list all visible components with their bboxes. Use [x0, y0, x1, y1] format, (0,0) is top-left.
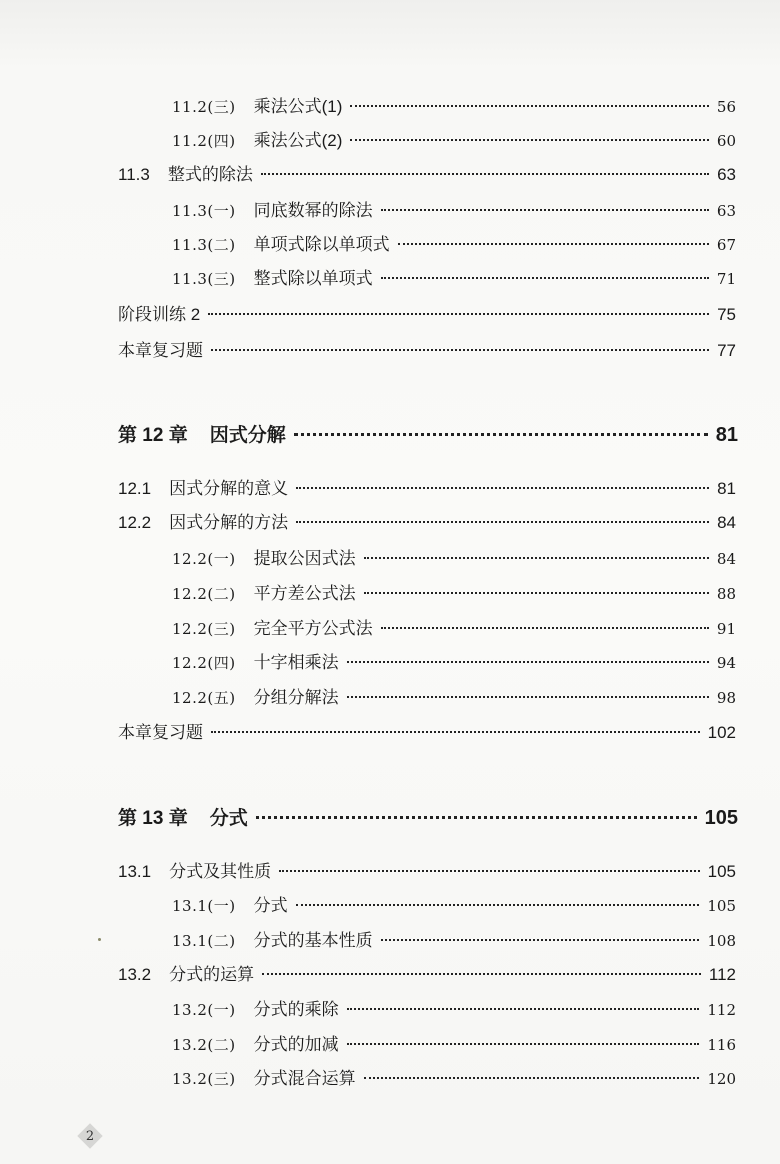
toc-entry[interactable] — [172, 891, 736, 925]
entry-code: 12.2(五) — [172, 689, 236, 707]
dot-leader — [381, 627, 709, 629]
toc-section[interactable] — [118, 960, 736, 994]
toc-section[interactable] — [118, 300, 736, 334]
dot-leader — [208, 313, 709, 315]
section-page: 105 — [707, 862, 736, 881]
entry-page: 88 — [716, 585, 736, 603]
entry-page: 94 — [716, 654, 736, 672]
entry-code: 13.2(一) — [172, 1001, 236, 1019]
entry-code: 13.1(二) — [172, 932, 236, 950]
section-title: 本章复习题 — [118, 723, 203, 742]
chapter-title: 因式分解 — [209, 425, 286, 446]
entry-title: 分组分解法 — [253, 688, 339, 707]
dot-leader — [294, 433, 708, 436]
entry-code: 12.2(一) — [172, 550, 236, 568]
entry-page: 63 — [716, 202, 736, 220]
entry-page: 116 — [707, 1036, 736, 1054]
section-page: 84 — [717, 513, 736, 532]
entry-page: 98 — [716, 689, 736, 707]
section-title: 整式的除法 — [167, 165, 253, 184]
dot-leader — [296, 904, 700, 906]
entry-title: 十字相乘法 — [253, 653, 339, 672]
entry-page: 105 — [707, 897, 736, 915]
entry-page: 112 — [707, 1001, 736, 1019]
entry-page: 84 — [716, 550, 736, 568]
section-page: 81 — [717, 479, 736, 498]
dot-leader — [261, 173, 709, 175]
section-page: 75 — [717, 305, 736, 324]
dot-leader — [211, 731, 700, 733]
entry-code: 12.2(三) — [172, 620, 236, 638]
dot-leader — [381, 939, 700, 941]
entry-title: 完全平方公式法 — [253, 619, 373, 638]
toc-entry[interactable] — [172, 544, 736, 578]
entry-title: 分式混合运算 — [253, 1069, 356, 1088]
toc-entry[interactable] — [172, 230, 736, 264]
section-code: 13.2 — [118, 965, 152, 984]
dot-leader — [256, 816, 697, 819]
toc-entry[interactable] — [172, 264, 736, 298]
section-title: 因式分解的意义 — [169, 479, 289, 498]
entry-title: 平方差公式法 — [253, 584, 356, 603]
dot-leader — [296, 521, 709, 523]
entry-page: 120 — [707, 1070, 736, 1088]
toc-section[interactable] — [118, 336, 736, 370]
section-page: 112 — [708, 965, 736, 984]
toc-entry[interactable] — [172, 92, 736, 126]
dot-leader — [350, 105, 709, 107]
dot-leader — [279, 870, 700, 872]
dot-leader — [347, 696, 709, 698]
entry-code: 13.2(三) — [172, 1070, 236, 1088]
dot-leader — [364, 557, 709, 559]
toc-entry[interactable] — [172, 614, 736, 648]
toc-chapter[interactable] — [118, 803, 738, 843]
entry-code: 13.2(二) — [172, 1036, 236, 1054]
chapter-code: 第 13 章 — [118, 808, 188, 829]
dot-leader — [296, 487, 709, 489]
entry-code: 12.2(二) — [172, 585, 236, 603]
section-code: 11.3 — [118, 165, 150, 184]
entry-page: 108 — [707, 932, 736, 950]
section-title: 阶段训练 2 — [118, 305, 201, 324]
toc-entry[interactable] — [172, 648, 736, 682]
entry-code: 11.3(一) — [172, 202, 236, 220]
entry-code: 11.3(二) — [172, 236, 236, 254]
section-page: 77 — [717, 341, 736, 360]
entry-title: 乘法公式(1) — [253, 97, 343, 116]
toc-section[interactable] — [118, 857, 736, 891]
page-number-badge — [78, 1124, 102, 1148]
toc-entry[interactable] — [172, 196, 736, 230]
entry-page: 67 — [716, 236, 736, 254]
entry-title: 整式除以单项式 — [253, 269, 373, 288]
chapter-code: 第 12 章 — [118, 425, 188, 446]
toc-section[interactable] — [118, 474, 736, 508]
entry-page: 60 — [716, 132, 736, 150]
dot-leader — [364, 592, 709, 594]
page-number: 2 — [85, 1128, 95, 1144]
dot-leader — [350, 139, 709, 141]
chapter-page: 81 — [715, 424, 738, 446]
toc-entry[interactable] — [172, 926, 736, 960]
toc-entry[interactable] — [172, 683, 736, 717]
section-title: 本章复习题 — [118, 341, 203, 360]
entry-title: 分式的基本性质 — [253, 931, 373, 950]
chapter-title: 分式 — [209, 808, 248, 829]
entry-title: 分式 — [253, 896, 288, 915]
entry-title: 同底数幂的除法 — [253, 201, 373, 220]
dot-leader — [381, 209, 709, 211]
section-page: 63 — [717, 165, 736, 184]
section-page: 102 — [707, 723, 736, 742]
toc-section[interactable] — [118, 718, 736, 752]
toc-chapter[interactable] — [118, 420, 738, 460]
toc-entry[interactable] — [172, 1030, 736, 1064]
section-title: 分式及其性质 — [169, 862, 272, 881]
paper-speck — [98, 938, 101, 941]
dot-leader — [347, 1008, 700, 1010]
entry-page: 91 — [716, 620, 736, 638]
entry-title: 乘法公式(2) — [253, 131, 343, 150]
toc-section[interactable] — [118, 508, 736, 542]
entry-title: 提取公因式法 — [253, 549, 356, 568]
entry-page: 71 — [716, 270, 736, 288]
dot-leader — [211, 349, 709, 351]
dot-leader — [347, 661, 709, 663]
toc-entry[interactable] — [172, 126, 736, 160]
chapter-page: 105 — [704, 807, 738, 829]
dot-leader — [381, 277, 709, 279]
section-code: 12.1 — [118, 479, 152, 498]
toc-section[interactable] — [118, 160, 736, 194]
entry-code: 11.2(三) — [172, 98, 236, 116]
entry-title: 单项式除以单项式 — [253, 235, 390, 254]
dot-leader — [262, 973, 701, 975]
toc-entry[interactable] — [172, 995, 736, 1029]
section-code: 13.1 — [118, 862, 152, 881]
toc-entry[interactable] — [172, 1064, 736, 1098]
dot-leader — [347, 1043, 700, 1045]
dot-leader — [364, 1077, 700, 1079]
entry-code: 12.2(四) — [172, 654, 236, 672]
entry-code: 13.1(一) — [172, 897, 236, 915]
toc-entry[interactable] — [172, 579, 736, 613]
entry-code: 11.3(三) — [172, 270, 236, 288]
section-code: 12.2 — [118, 513, 152, 532]
section-title: 分式的运算 — [169, 965, 255, 984]
entry-title: 分式的乘除 — [253, 1000, 339, 1019]
entry-code: 11.2(四) — [172, 132, 236, 150]
dot-leader — [398, 243, 709, 245]
section-title: 因式分解的方法 — [169, 513, 289, 532]
entry-page: 56 — [716, 98, 736, 116]
entry-title: 分式的加减 — [253, 1035, 339, 1054]
